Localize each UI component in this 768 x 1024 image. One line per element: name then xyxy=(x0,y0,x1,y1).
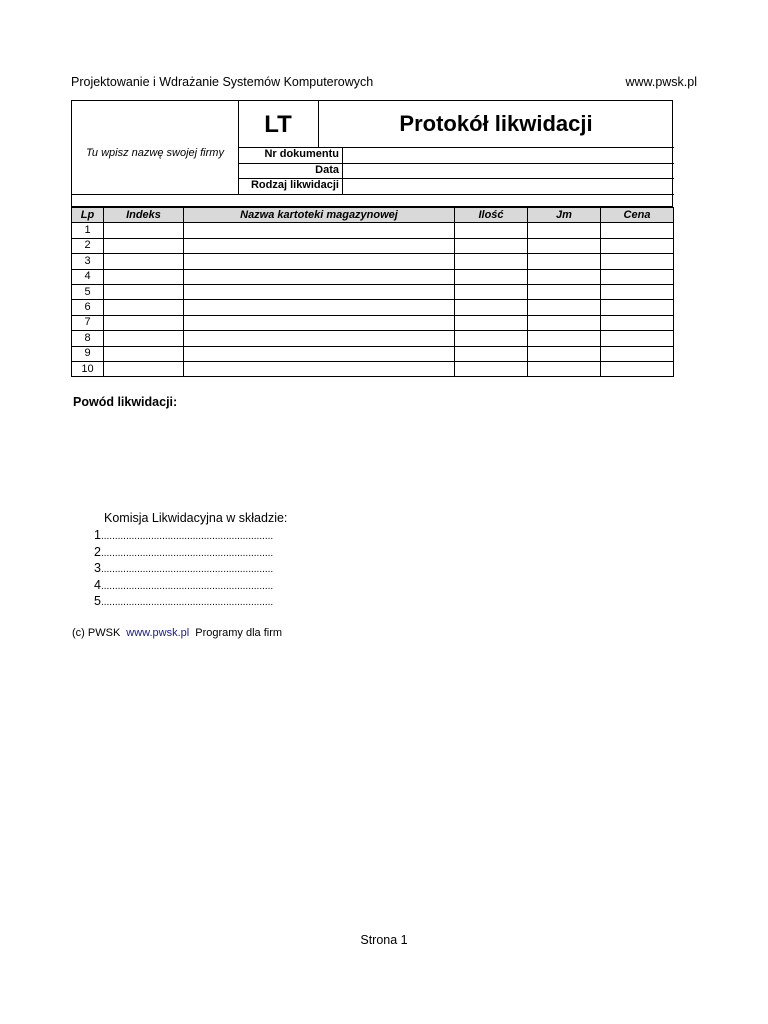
cell-unit[interactable] xyxy=(528,269,601,284)
member-number: 4 xyxy=(94,578,101,592)
table-row xyxy=(72,269,674,284)
commission-member-line[interactable] xyxy=(94,594,273,608)
cell-name[interactable] xyxy=(184,269,455,284)
table-row xyxy=(72,331,674,346)
cell-price[interactable] xyxy=(601,238,674,253)
footer xyxy=(72,627,282,639)
cell-unit[interactable] xyxy=(528,300,601,315)
table-row xyxy=(72,300,674,315)
items-table xyxy=(71,207,674,377)
signature-dots: .............................................................. xyxy=(100,597,274,608)
cell-price[interactable] xyxy=(601,284,674,299)
reason-label: Powód likwidacji: xyxy=(73,395,178,409)
cell-index[interactable] xyxy=(104,361,184,376)
cell-index[interactable] xyxy=(104,238,184,253)
cell-price[interactable] xyxy=(601,331,674,346)
cell-unit[interactable] xyxy=(528,254,601,269)
cell-index[interactable] xyxy=(104,223,184,238)
document-code: LT xyxy=(264,111,292,138)
cell-unit[interactable] xyxy=(528,284,601,299)
column-header-lp: Lp xyxy=(72,208,104,223)
member-number: 3 xyxy=(94,561,101,575)
signature-dots: .............................................................. xyxy=(100,548,274,559)
page-number: Strona 1 xyxy=(360,933,408,947)
cell-quantity[interactable] xyxy=(455,284,528,299)
cell-lp: 2 xyxy=(72,238,104,253)
cell-name[interactable] xyxy=(184,284,455,299)
cell-name[interactable] xyxy=(184,300,455,315)
document-title: Protokół likwidacji xyxy=(399,111,593,136)
table-row xyxy=(72,238,674,253)
header-website: www.pwsk.pl xyxy=(625,75,697,89)
header-left-text: Projektowanie i Wdrażanie Systemów Komputerowych xyxy=(71,75,374,89)
cell-unit[interactable] xyxy=(528,346,601,361)
cell-name[interactable] xyxy=(184,361,455,376)
cell-lp: 10 xyxy=(72,361,104,376)
signature-dots: .............................................................. xyxy=(100,564,274,575)
signature-dots: .............................................................. xyxy=(100,531,274,542)
document-number-field[interactable] xyxy=(344,148,672,162)
cell-unit[interactable] xyxy=(528,238,601,253)
document-header-box xyxy=(71,100,673,207)
cell-index[interactable] xyxy=(104,284,184,299)
cell-unit[interactable] xyxy=(528,361,601,376)
cell-quantity[interactable] xyxy=(455,238,528,253)
cell-index[interactable] xyxy=(104,269,184,284)
cell-price[interactable] xyxy=(601,254,674,269)
column-header-price: Cena xyxy=(601,208,674,223)
cell-unit[interactable] xyxy=(528,331,601,346)
cell-lp: 7 xyxy=(72,315,104,330)
cell-quantity[interactable] xyxy=(455,315,528,330)
cell-index[interactable] xyxy=(104,331,184,346)
table-row xyxy=(72,315,674,330)
commission-member-line[interactable] xyxy=(94,578,273,592)
cell-quantity[interactable] xyxy=(455,331,528,346)
divider xyxy=(72,194,674,195)
table-row xyxy=(72,284,674,299)
date-field[interactable] xyxy=(344,164,672,177)
footer-tagline: Programy dla firm xyxy=(195,627,283,639)
cell-price[interactable] xyxy=(601,346,674,361)
cell-index[interactable] xyxy=(104,315,184,330)
cell-price[interactable] xyxy=(601,361,674,376)
cell-name[interactable] xyxy=(184,238,455,253)
member-number: 2 xyxy=(94,545,101,559)
cell-name[interactable] xyxy=(184,346,455,361)
cell-name[interactable] xyxy=(184,254,455,269)
cell-name[interactable] xyxy=(184,315,455,330)
divider xyxy=(342,147,343,194)
cell-name[interactable] xyxy=(184,331,455,346)
table-row xyxy=(72,346,674,361)
commission-title: Komisja Likwidacyjna w składzie: xyxy=(104,511,288,525)
cell-index[interactable] xyxy=(104,254,184,269)
cell-price[interactable] xyxy=(601,269,674,284)
cell-quantity[interactable] xyxy=(455,223,528,238)
field-label-document-number: Nr dokumentu xyxy=(264,148,339,160)
column-header-index: Indeks xyxy=(104,208,184,223)
cell-index[interactable] xyxy=(104,346,184,361)
member-number: 1 xyxy=(94,528,101,542)
member-number: 5 xyxy=(94,594,101,608)
cell-quantity[interactable] xyxy=(455,346,528,361)
cell-lp: 6 xyxy=(72,300,104,315)
table-row xyxy=(72,361,674,376)
commission-member-line[interactable] xyxy=(94,545,273,559)
signature-dots: .............................................................. xyxy=(100,581,274,592)
field-label-liquidation-type: Rodzaj likwidacji xyxy=(250,179,339,191)
field-label-date: Data xyxy=(315,164,339,176)
cell-lp: 5 xyxy=(72,284,104,299)
cell-lp: 8 xyxy=(72,331,104,346)
column-header-quantity: Ilość xyxy=(455,208,528,223)
cell-unit[interactable] xyxy=(528,315,601,330)
cell-quantity[interactable] xyxy=(455,361,528,376)
footer-copyright: (c) PWSK xyxy=(72,627,121,639)
cell-index[interactable] xyxy=(104,300,184,315)
commission-member-line[interactable] xyxy=(94,528,273,542)
column-header-unit: Jm xyxy=(528,208,601,223)
company-name-placeholder[interactable]: Tu wpisz nazwę swojej firmy xyxy=(86,147,224,159)
cell-price[interactable] xyxy=(601,315,674,330)
cell-unit[interactable] xyxy=(528,223,601,238)
cell-lp: 3 xyxy=(72,254,104,269)
cell-lp: 4 xyxy=(72,269,104,284)
cell-lp: 1 xyxy=(72,223,104,238)
cell-lp: 9 xyxy=(72,346,104,361)
cell-name[interactable] xyxy=(184,223,455,238)
table-header-row xyxy=(72,208,674,223)
table-row xyxy=(72,254,674,269)
liquidation-type-field[interactable] xyxy=(344,179,672,193)
column-header-name: Nazwa kartoteki magazynowej xyxy=(184,208,455,223)
cell-price[interactable] xyxy=(601,300,674,315)
cell-quantity[interactable] xyxy=(455,269,528,284)
cell-quantity[interactable] xyxy=(455,300,528,315)
cell-quantity[interactable] xyxy=(455,254,528,269)
cell-price[interactable] xyxy=(601,223,674,238)
footer-link[interactable]: www.pwsk.pl xyxy=(126,627,190,639)
table-row xyxy=(72,223,674,238)
commission-member-line[interactable] xyxy=(94,561,273,575)
